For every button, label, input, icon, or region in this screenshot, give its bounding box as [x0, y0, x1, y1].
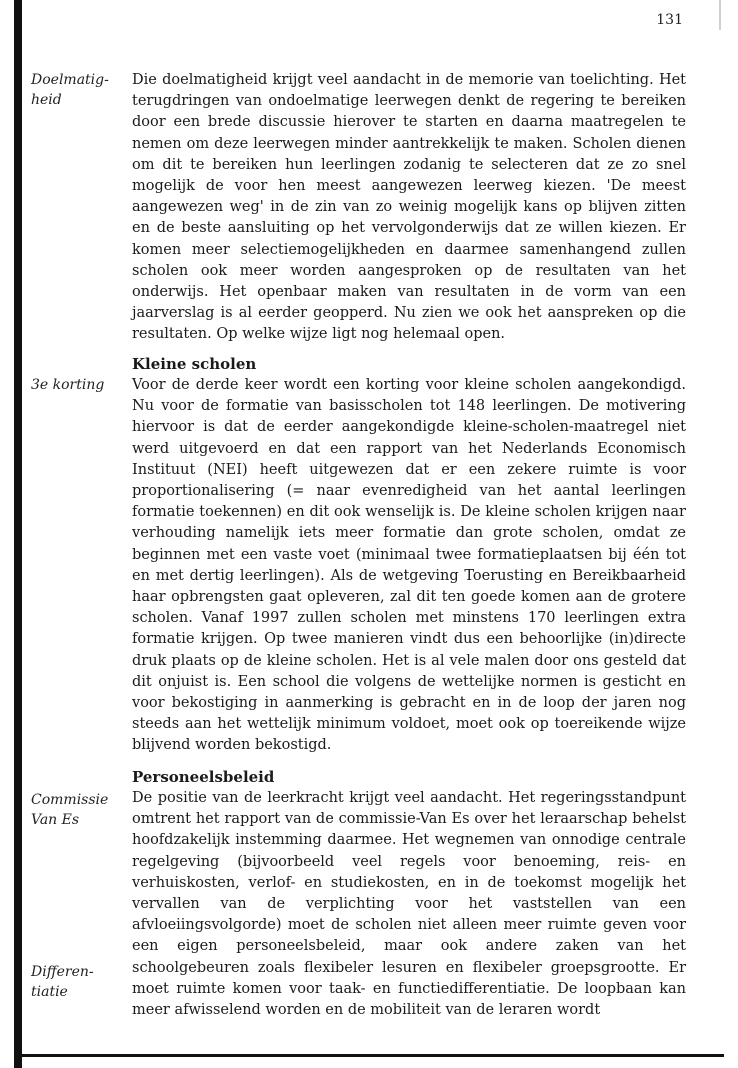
left-binding-rule: [14, 0, 22, 1068]
margin-note-doelmatigheid: Doelmatig-heid: [31, 72, 109, 108]
personeelsbeleid-paragraph: De positie van de leerkracht krijgt veel aandacht. Het regeringsstandpunt omtrent het rapport van de commissie-Van Es over het leraarschap behelst hoofdzakelijk instemming daarmee. Het wegnemen van onnodige centrale regelgeving (bijvoorbeeld veel regels voor benoeming, reis- en verhuiskosten, verlof- en studiekosten, en in de toekomst mogelijk het vervallen van de verplichting voor het vaststellen van een afvloeiingsvolgorde) moet de scholen niet alleen meer ruimte geven voor een eigen personeelsbeleid, maar ook andere zaken van het schoolgebeuren zoals flexibeler lesuren en flexibeler groepsgrootte. Er moet ruimte komen voor taak- en functiedifferentiatie. De loopbaan kan meer afwisselend worden en de mobiliteit van de leraren wordt: [132, 790, 686, 1019]
intro-paragraph: Die doelmatigheid krijgt veel aandacht in de memorie van toelichting. Het terugdringen van ondoelmatige leerwegen denkt de regering te bereiken door een brede discussie hierover te starten en daarna maatregelen te nemen om deze leerwegen minder aantrekkelijk te maken. Scholen dienen om dit te bereiken hun leerlingen zodanig te selecteren dat ze zo snel mogelijk de voor hen meest aangewezen leerweg kiezen. 'De meest aangewezen weg' in de zin van zo weinig mogelijk kans op blijven zitten en de beste aansluiting op het vervolgonderwijs dat ze willen kiezen. Er komen meer selectiemogelijkheden en daarmee samenhangend zullen scholen ook meer worden aangesproken op de resultaten van het onderwijs. Het openbaar maken van resultaten in de vorm van een jaarverslag is al eerder geopperd. Nu zien we ook het aanspreken op die resultaten. Op welke wijze ligt nog helemaal open.: [132, 72, 686, 343]
margin-note-commissie: Commissie Van Es: [31, 792, 109, 828]
page-number: 131: [656, 12, 683, 28]
heading-personeelsbeleid: Personeelsbeleid: [132, 768, 275, 786]
kleine-scholen-paragraph: Voor de derde keer wordt een korting voor kleine scholen aangekondigd. Nu voor de formatie van basisscholen tot 148 leerlingen. De motivering hiervoor is dat de eerder aangekondigde kleine-scholen-maatregel niet werd uitgevoerd en dat een rapport van het Nederlands Economisch Instituut (NEI) heeft uitgewezen dat er een zekere ruimte is voor proportionalisering (= naar evenredigheid van het aantal leerlingen formatie toekennen) en dit ook wenselijk is. De kleine scholen krijgen naar verhouding namelijk iets meer formatie dan grote scholen, omdat ze beginnen met een vaste voet (minimaal twee formatieplaatsen bij één tot en met dertig leerlingen). Als de wetgeving Toerusting en Bereikbaarheid haar opbrengsten gaat opleveren, zal dit ten goede komen aan de grotere scholen. Vanaf 1997 zullen scholen met minstens 170 leerlingen extra formatie krijgen. Op twee manieren vindt dus een behoorlijke (in)directe druk plaats op de kleine scholen. Het is al vele malen door ons gesteld dat dit onjuist is. Een school die volgens de wettelijke normen is gesticht en voor bekostiging in aanmerking is gebracht en in de loop der jaren nog steeds aan het wettelijk minimum voldoet, moet ook op toereikende wijze blijvend worden bekostigd.: [132, 377, 686, 754]
heading-kleine-scholen: Kleine scholen: [132, 355, 257, 373]
section-kleine-scholen: [132, 353, 686, 757]
bottom-rule: [14, 1054, 724, 1057]
section-intro: [132, 70, 686, 346]
right-edge-mark: [719, 0, 721, 30]
margin-note-differentiatie: Differen-tiatie: [31, 964, 94, 1000]
section-personeelsbeleid: [132, 766, 686, 1021]
margin-note-korting: 3e korting: [31, 377, 105, 393]
